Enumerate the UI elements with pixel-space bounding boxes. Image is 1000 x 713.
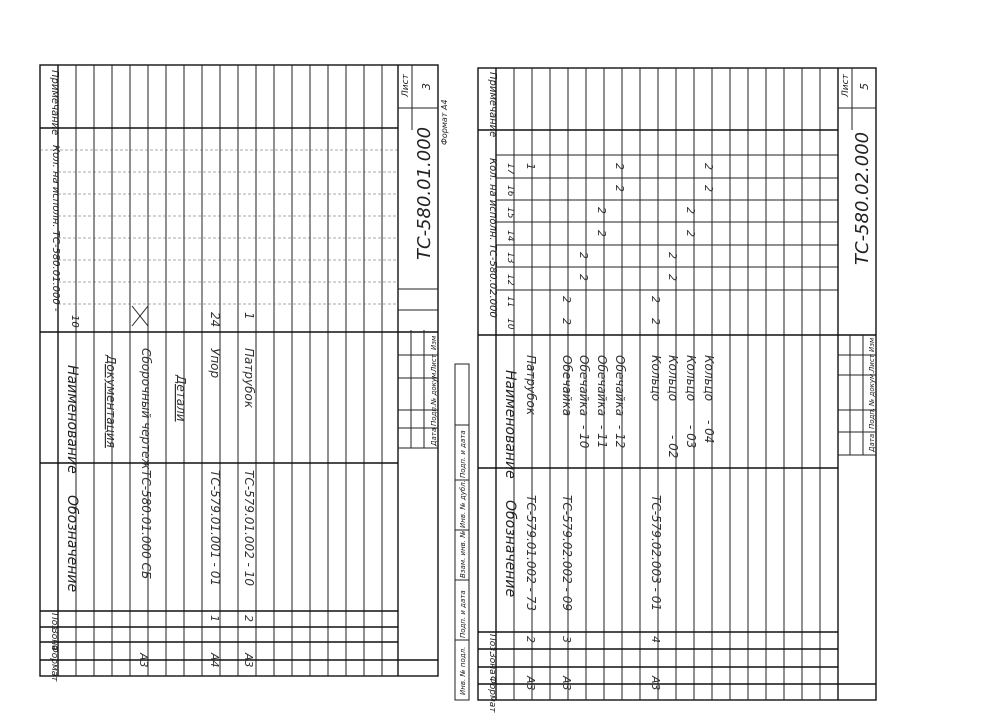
s2-tb-label-dok: № докум. — [868, 371, 876, 406]
s2-r9-q17: 2 — [702, 163, 715, 170]
s2-r4-designation: - 11 — [595, 425, 609, 449]
s1-row4-designation: ТС-579.01.001 - 01 — [208, 470, 222, 586]
sheet-1 — [40, 65, 449, 682]
s2-tb-label-izm: Изм — [868, 337, 876, 352]
s2-sheet-no: 5 — [858, 83, 871, 90]
s2-r6-pos: 4 — [649, 636, 662, 643]
s1-row4-pos: 1 — [208, 615, 221, 622]
s2-header-note: Примечание — [487, 72, 498, 138]
s2-r6-name: Кольцо — [649, 355, 663, 402]
s2-r2-pos: 3 — [560, 636, 573, 643]
s2-r1-pos: 2 — [524, 636, 537, 643]
s2-r5-q17: 2 — [613, 163, 626, 170]
s1-header-designation: Обозначение — [64, 495, 80, 593]
s2-header-format: Формат — [487, 676, 497, 713]
s2-tb-label-date: Дата — [868, 433, 876, 452]
s2-sheet-label: Лист — [841, 74, 851, 97]
s2-r3-name: Обечайка — [577, 355, 591, 417]
s2-qty-col-17: 17 — [505, 163, 515, 175]
s1-row5-designation: ТС-579.01.002 - 10 — [242, 470, 256, 586]
s1-row2-designation: ТС-580.01.000 СБ — [139, 470, 153, 580]
s2-r7-q13: 2 — [666, 252, 679, 259]
sheet-1-col-lines — [40, 128, 438, 660]
s2-r6-designation: ТС-579.02.003 - 01 — [649, 495, 663, 611]
s2-qty-col-14: 14 — [505, 230, 515, 242]
s1-row5-name: Патрубок — [242, 348, 256, 409]
s2-r2-q10: 2 — [560, 318, 573, 325]
s2-header-name: Наименование — [502, 370, 518, 479]
sheet-1-frame — [40, 65, 438, 676]
s2-r4-name: Обечайка — [595, 355, 609, 417]
s1-format-note: Формат А4 — [440, 99, 449, 145]
s2-r3-designation: - 10 — [577, 425, 591, 449]
s1-row4-qty: 24 — [208, 312, 222, 328]
s1-tb-label-dok: № докум. — [430, 370, 438, 405]
s2-r1-format: А3 — [524, 676, 537, 691]
sheet-2 — [455, 68, 876, 713]
s1-header-qty-first: 10 — [69, 315, 80, 328]
s2-tb-label-podp: Подп. — [868, 407, 876, 429]
s2-r8-name: Кольцо — [684, 355, 698, 402]
s1-row5-qty: 1 — [242, 312, 256, 320]
s2-title-code: ТС-580.02.000 — [852, 131, 873, 265]
s1-row-details: Детали — [174, 375, 188, 422]
s2-r5-designation: - 12 — [613, 425, 627, 449]
s2-header-designation: Обозначение — [502, 500, 518, 598]
s2-qty-col-12: 12 — [505, 274, 515, 286]
s2-header-qty: Кол. на исполн. ТС-580.02.000 — [487, 158, 498, 318]
s2-r5-q16: 2 — [613, 185, 626, 192]
s2-r9-designation: - 04 — [702, 420, 716, 444]
s1-tb-label-podp: Подп. — [430, 404, 438, 426]
s2-r2-name: Обечайка — [560, 355, 574, 417]
s2-r2-q11: 2 — [560, 296, 573, 303]
s1-header-qty: Кол. на исполн. ТС-580.01.000 - — [50, 145, 61, 312]
s1-header-format: Формат — [49, 645, 59, 682]
s2-r6-q10: 2 — [649, 318, 662, 325]
s2-r4-q14: 2 — [595, 230, 608, 237]
s1-row5-pos: 2 — [242, 615, 255, 622]
s2-r9-q16: 2 — [702, 185, 715, 192]
s1-row5-format: А3 — [242, 653, 255, 668]
sheet-1-cross-mark — [132, 306, 148, 326]
s1-row2-name: Сборочный чертеж — [139, 348, 153, 470]
s2-header-zone: Зона — [487, 652, 497, 675]
s1-header-pos: Поз. — [49, 613, 59, 633]
s2-r1-name: Патрубок — [524, 355, 538, 416]
s1-row-documentation: Документация — [104, 355, 118, 448]
s2-r7-name: Кольцо — [666, 355, 680, 402]
s1-header-name: Наименование — [64, 365, 80, 474]
s2-qty-col-10: 10 — [505, 318, 515, 330]
s1-header-note: Примечание — [49, 70, 60, 136]
s1-title-code: ТС-580.01.000 — [414, 126, 435, 260]
s2-r8-q15: 2 — [684, 207, 697, 214]
s1-sheet-label: Лист — [401, 74, 411, 97]
s2-r1-q17: 1 — [524, 163, 537, 170]
s1-row2-format: А3 — [137, 653, 150, 668]
s2-tb-label-list: Лист — [868, 354, 876, 372]
s2-r7-q12: 2 — [666, 274, 679, 281]
s2-r6-q11: 2 — [649, 296, 662, 303]
s2-r5-name: Обечайка — [613, 355, 627, 417]
s2-r2-format: А3 — [560, 676, 573, 691]
s2-strip-1: Подп. и дата — [459, 590, 467, 638]
s2-r9-name: Кольцо — [702, 355, 716, 402]
s2-r1-designation: ТС-579.01.002 - 73 — [524, 495, 538, 611]
s2-r3-q13: 2 — [577, 252, 590, 259]
s2-r3-q12: 2 — [577, 274, 590, 281]
s2-r2-designation: ТС-579.02.002 - 09 — [560, 495, 574, 611]
s2-strip-4: Подп. и дата — [459, 430, 467, 478]
s1-row4-name: Упор — [208, 348, 222, 379]
s2-r7-designation: - 02 — [666, 435, 680, 459]
s2-r8-designation: - 03 — [684, 425, 698, 449]
s2-qty-col-16: 16 — [505, 185, 515, 197]
s2-header-pos: Поз. — [487, 634, 497, 654]
s2-r4-q15: 2 — [595, 207, 608, 214]
s2-strip-2: Взам. инв. № — [459, 530, 467, 578]
s2-strip-0: Инв. № подл. — [459, 646, 467, 695]
s1-tb-label-list: Лист — [430, 354, 438, 372]
s1-tb-label-date: Дата — [430, 427, 438, 446]
s2-r6-format: А3 — [649, 676, 662, 691]
s2-qty-col-11: 11 — [505, 296, 515, 308]
s2-qty-col-15: 15 — [505, 207, 515, 219]
s1-sheet-no: 3 — [420, 83, 433, 90]
s1-row4-format: А4 — [208, 653, 221, 668]
s2-r8-q14: 2 — [684, 230, 697, 237]
s1-tb-label-izm: Изм — [430, 335, 438, 350]
s1-header-zone: Зона — [49, 628, 59, 651]
s2-qty-col-13: 13 — [505, 252, 515, 264]
s2-strip-3: Инв. № дубл. — [459, 480, 467, 528]
